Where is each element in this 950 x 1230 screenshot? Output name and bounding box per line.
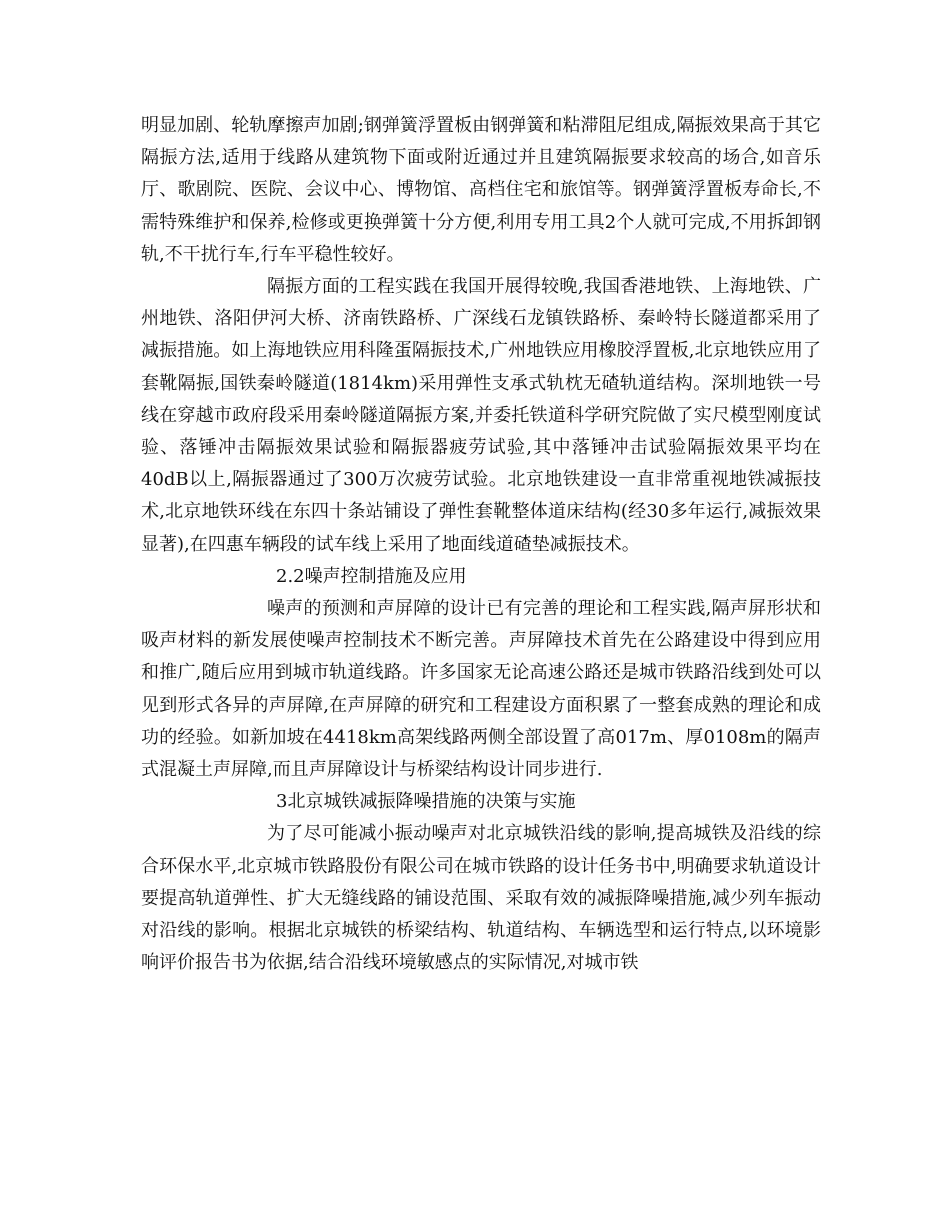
section-heading-noise-control: 2.2噪声控制措施及应用 bbox=[276, 565, 467, 587]
paragraph-vibration-isolation-practice: 隔振方面的工程实践在我国开展得较晚,我国香港地铁、上海地铁、广州地铁、洛阳伊河大桥、济南铁路桥、广深线石龙镇铁路桥、秦岭特长隧道都采用了减振措施。如上海地铁应用科隆蛋隔振技术,广州地铁应用橡胶浮置板,北京地铁应用了套靴隔振,国铁秦岭隧道(1814km)采用弹性支承式轨枕无碴轨道结构。深圳地铁一号线在穿越市政府段采用秦岭隧道隔振方案,并委托铁道科学研究院做了实尺模型刚度试验、落锤冲击隔振效果试验和隔振器疲劳试验,其中落锤冲击试验隔振效果平均在40dB以上,隔振器通过了300万次疲劳试验。北京地铁建设一直非常重视地铁减振技术,北京地铁环线在东四十条站铺设了弹性套靴整体道床结构(经30多年运行,减振效果显著),在四惠车辆段的试车线上采用了地面线道碴垫减振技术。 bbox=[141, 276, 821, 555]
paragraph-spring-floating-slab: 明显加剧、轮轨摩擦声加剧;钢弹簧浮置板由钢弹簧和粘滞阻尼组成,隔振效果高于其它隔振方法,适用于线路从建筑物下面或附近通过并且建筑隔振要求较高的场合,如音乐厅、歌剧院、医院、会议中心、博物馆、高档住宅和旅馆等。钢弹簧浮置板寿命长,不需特殊维护和保养,检修或更换弹簧十分方便,利用专用工具2个人就可完成,不用拆卸钢轨,不干扰行车,行车平稳性较好。 bbox=[141, 115, 821, 265]
paragraph-beijing-implementation: 为了尽可能减小振动噪声对北京城铁沿线的影响,提高城铁及沿线的综合环保水平,北京城市铁路股份有限公司在城市铁路的设计任务书中,明确要求轨道设计要提高轨道弹性、扩大无缝线路的铺设范围、采取有效的减振降噪措施,减少列车振动对沿线的影响。根据北京城铁的桥梁结构、轨道结构、车辆选型和运行特点,以环境影响评价报告书为依据,结合沿线环境敏感点的实际情况,对城市铁 bbox=[141, 823, 821, 974]
document-page bbox=[141, 110, 821, 979]
paragraph-noise-barrier: 噪声的预测和声屏障的设计已有完善的理论和工程实践,隔声屏形状和吸声材料的新发展使噪声控制技术不断完善。声屏障技术首先在公路建设中得到应用和推广,随后应用到城市轨道线路。许多国家无论高速公路还是城市铁路沿线到处可以见到形式各异的声屏障,在声屏障的研究和工程建设方面积累了一整套成熟的理论和成功的经验。如新加坡在4418km高架线路两侧全部设置了高017m、厚0108m的隔声式混凝土声屏障,而且声屏障设计与桥梁结构设计同步进行. bbox=[141, 598, 821, 781]
section-heading-beijing-measures: 3北京城铁减振降噪措施的决策与实施 bbox=[276, 791, 576, 813]
